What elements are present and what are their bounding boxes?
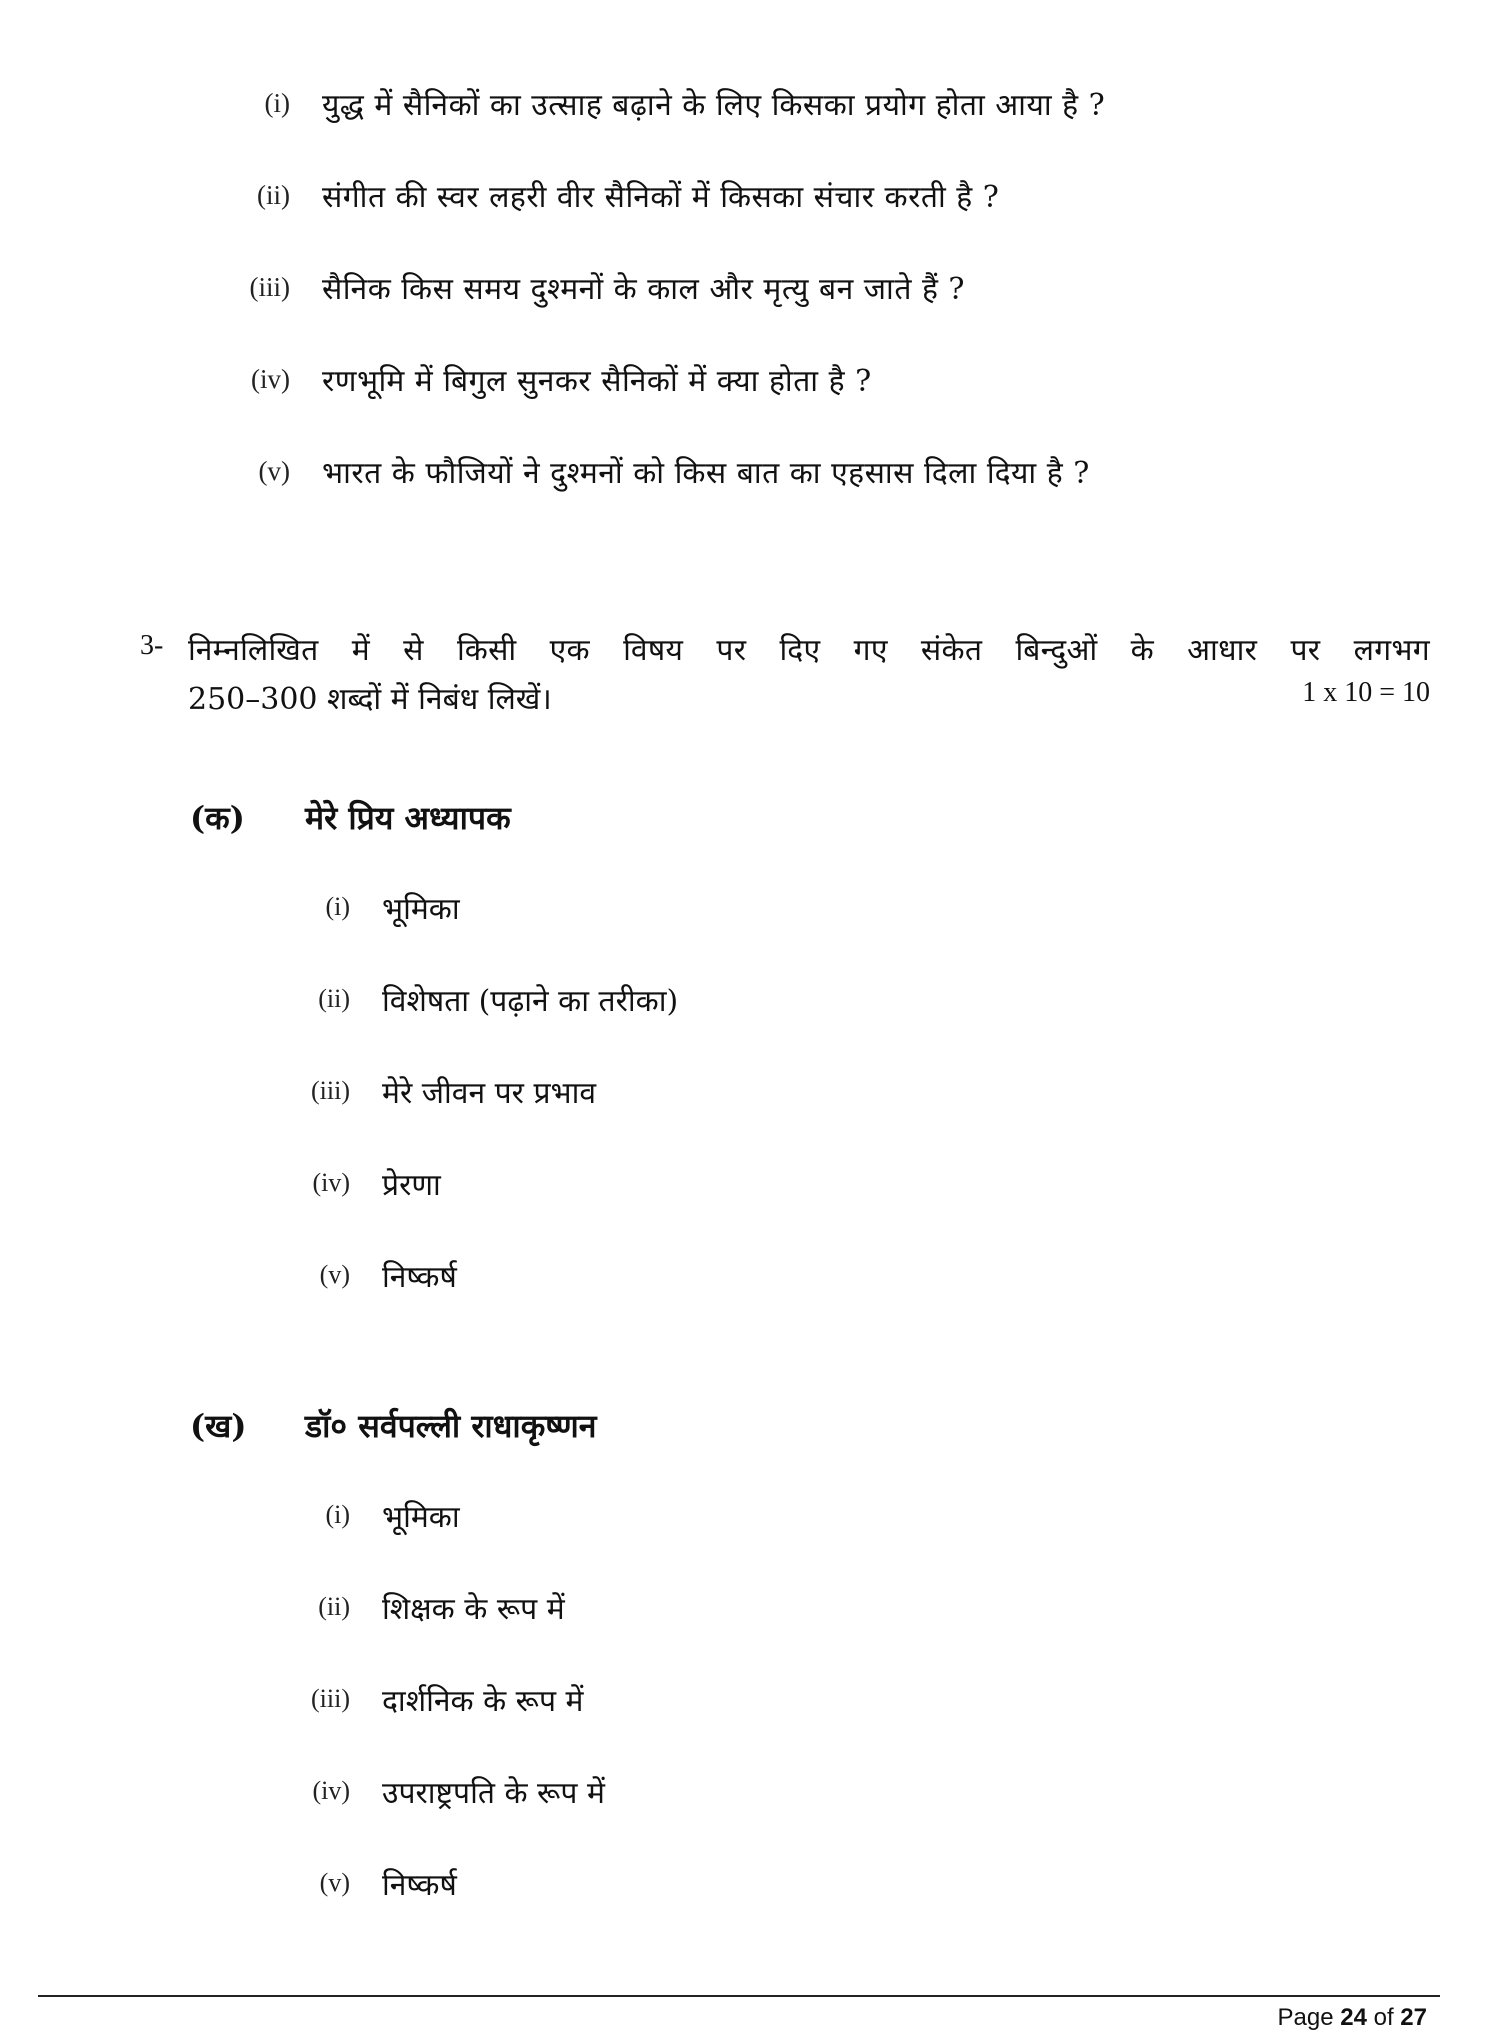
subquestion-number: (v) [258,455,290,486]
topic-title: डॉ० सर्वपल्ली राधाकृष्णन [305,1407,597,1445]
point-text: उपराष्ट्रपति के रूप में [382,1775,605,1811]
point-text: भूमिका [382,1499,460,1535]
q2-subquestion [190,78,1105,128]
topic-point [260,1066,596,1116]
subquestion-number: (i) [264,87,290,118]
subquestion-text: युद्ध में सैनिकों का उत्साह बढ़ाने के लिए किसका प्रयोग होता आया है ? [322,87,1106,123]
point-text: शिक्षक के रूप में [382,1591,565,1627]
point-number: (i) [325,1500,350,1529]
page-of: of [1373,2004,1394,2031]
topic-point [260,1674,584,1724]
topic-label: (क) [190,799,245,837]
point-number: (iii) [311,1684,350,1713]
point-text: निष्कर्ष [382,1867,457,1903]
point-number: (iii) [311,1076,350,1105]
point-number: (v) [319,1868,350,1897]
point-text: दार्शनिक के रूप में [382,1683,584,1719]
topic-point [260,1250,457,1300]
subquestion-text: संगीत की स्वर लहरी वीर सैनिकों में किसका संचार करती है ? [322,179,1000,215]
page-prefix: Page [1277,2004,1334,2031]
total-pages: 27 [1400,2004,1427,2031]
topic-point [260,882,460,932]
topic-point [260,974,678,1024]
point-number: (i) [325,892,350,921]
question-number: 3- [140,630,164,661]
point-number: (v) [319,1260,350,1289]
footer-divider [38,1995,1440,1997]
point-number: (ii) [318,984,350,1013]
essay-topic-kha [190,1404,596,1447]
topic-label: (ख) [190,1407,247,1445]
topic-point [260,1582,565,1632]
subquestion-text: भारत के फौजियों ने दुश्मनों को किस बात का एहसास दिला दिया है ? [322,455,1090,491]
subquestion-number: (iii) [249,271,290,302]
q2-subquestion [190,354,872,404]
q2-subquestion [190,170,999,220]
point-text: मेरे जीवन पर प्रभाव [382,1075,597,1111]
point-number: (iv) [312,1776,350,1805]
question-3 [140,628,1430,718]
question-text: निम्नलिखित में से किसी एक विषय पर दिए गए संकेत बिन्दुओं के आधार पर लगभग [188,633,1430,668]
point-text: निष्कर्ष [382,1259,457,1295]
topic-point [260,1158,441,1208]
essay-topic-ka [190,796,511,839]
subquestion-text: सैनिक किस समय दुश्मनों के काल और मृत्यु बन जाते हैं ? [322,271,966,307]
point-text: प्रेरणा [382,1167,441,1203]
topic-title: मेरे प्रिय अध्यापक [305,799,511,837]
topic-point [260,1766,605,1816]
marks-allotment: 1 x 10 = 10 [1302,677,1430,708]
point-text: विशेषता (पढ़ाने का तरीका) [382,983,679,1019]
q2-subquestion [190,262,965,312]
q2-subquestion [190,446,1090,496]
subquestion-number: (ii) [257,179,290,210]
topic-point [260,1490,460,1540]
topic-point [260,1858,457,1908]
point-text: भूमिका [382,891,460,927]
subquestion-number: (iv) [251,363,290,394]
point-number: (iv) [312,1168,350,1197]
current-page: 24 [1340,2004,1367,2031]
page-number [1278,2004,1428,2032]
question-text-continued: 250–300 शब्दों में निबंध लिखें। [188,682,552,717]
point-number: (ii) [318,1592,350,1621]
subquestion-text: रणभूमि में बिगुल सुनकर सैनिकों में क्या होता है ? [322,363,872,399]
